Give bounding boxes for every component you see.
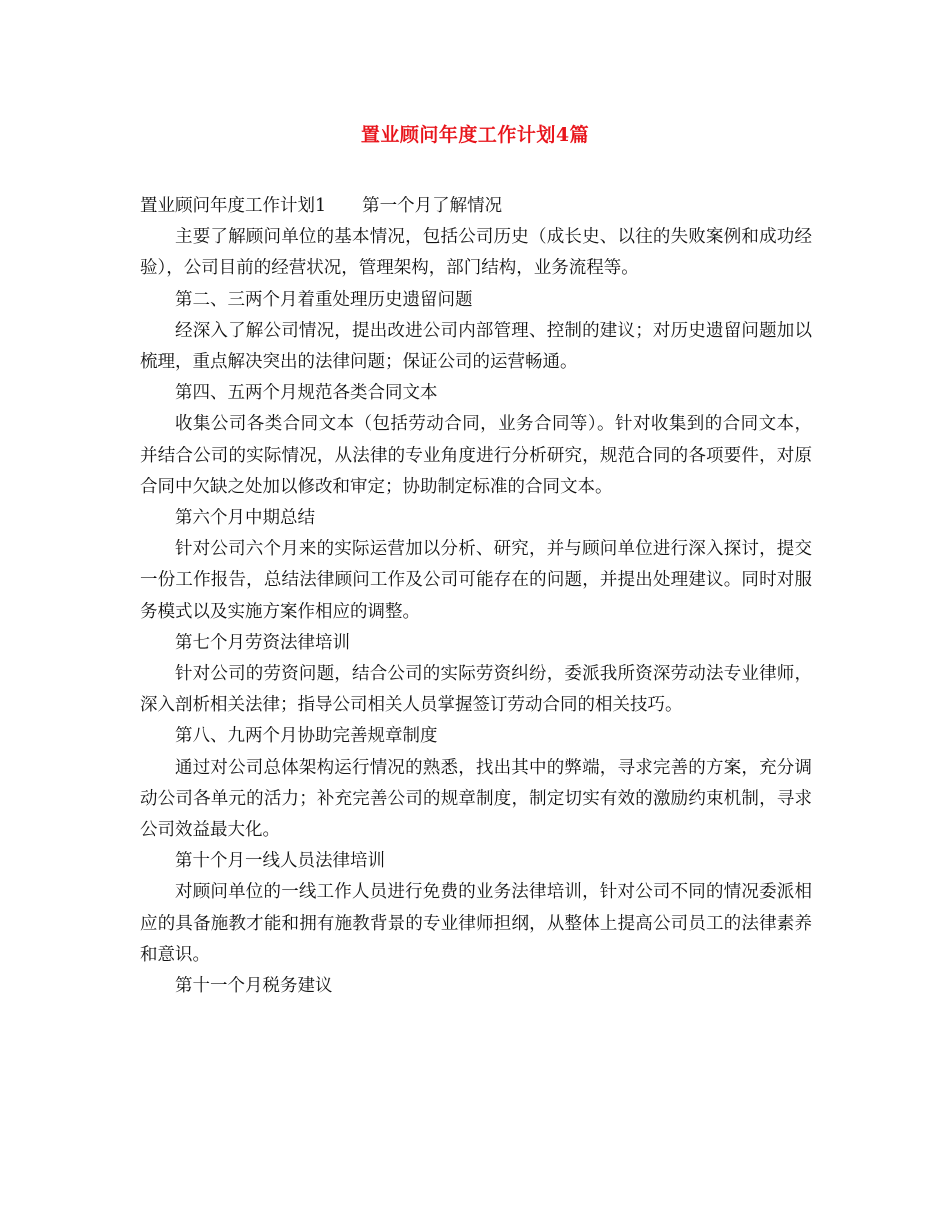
month-heading-11: 第十一个月税务建议 [175,976,333,997]
paragraph-4-5: 收集公司各类合同文本（包括劳动合同，业务合同等）。针对收集到的合同文本，并结合公司的实际情况，从法律的专业角度进行分析研究，规范合同的各项要件，对原合同中欠缺之处加以修改和审定；协助制定标准的合同文本。 [140,414,812,497]
section-heading: 置业顾问年度工作计划1 [140,196,327,216]
document-body [140,191,812,1002]
document-title: 置业顾问年度工作计划4篇 [360,124,590,146]
paragraph-2-3: 经深入了解公司情况，提出改进公司内部管理、控制的建议；对历史遗留问题加以梳理，重点解决突出的法律问题；保证公司的运营畅通。 [140,320,812,373]
paragraph-10: 对顾问单位的一线工作人员进行免费的业务法律培训，针对公司不同的情况委派相应的具备施教才能和拥有施教背景的专业律师担纲，从整体上提高公司员工的法律素养和意识。 [140,882,812,965]
month-heading-10: 第十个月一线人员法律培训 [175,851,385,872]
paragraph-1: 主要了解顾问单位的基本情况，包括公司历史（成长史、以往的失败案例和成功经验），公司目前的经营状况，管理架构，部门结构，业务流程等。 [140,227,812,279]
month-heading-6: 第六个月中期总结 [175,508,315,529]
month-heading-8-9: 第八、九两个月协助完善规章制度 [175,726,438,747]
month-heading-7: 第七个月劳资法律培训 [175,632,350,653]
first-line [140,191,812,222]
month-heading-4-5: 第四、五两个月规范各类合同文本 [175,383,438,404]
paragraph-7: 针对公司的劳资问题，结合公司的实际劳资纠纷，委派我所资深劳动法专业律师，深入剖析相关法律；指导公司相关人员掌握签订劳动合同的相关技巧。 [140,664,812,716]
paragraph-8-9: 通过对公司总体架构运行情况的熟悉，找出其中的弊端，寻求完善的方案，充分调动公司各单元的活力；补充完善公司的规章制度，制定切实有效的激励约束机制，寻求公司效益最大化。 [140,757,812,841]
month-heading-1: 第一个月了解情况 [362,196,503,216]
paragraph-6: 针对公司六个月来的实际运营加以分析、研究，并与顾问单位进行深入探讨，提交一份工作报告，总结法律顾问工作及公司可能存在的问题，并提出处理建议。同时对服务模式以及实施方案作相应的调整。 [140,539,812,622]
month-heading-2-3: 第二、三两个月着重处理历史遗留问题 [175,289,473,310]
